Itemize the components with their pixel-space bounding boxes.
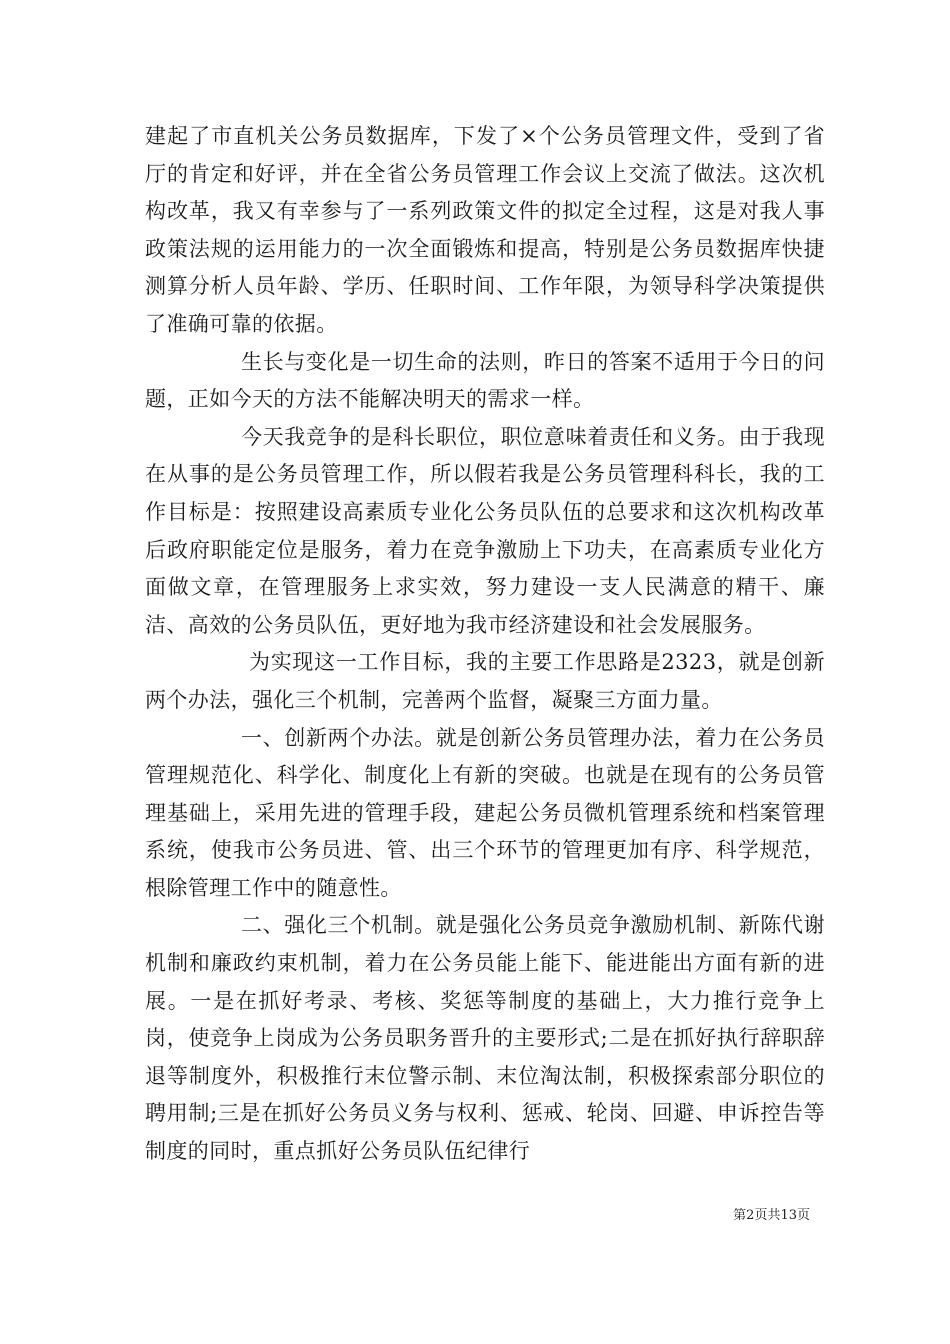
paragraph-achievements: 建起了市直机关公务员数据库，下发了×个公务员管理文件，受到了省厅的肯定和好评，并在全省公务员管理工作会议上交流了做法。这次机构改革，我又有幸参与了一系列政策文件的拟定全过程，这是对我人事政策法规的运用能力的一次全面锻炼和提高，特别是公务员数据库快捷测算分析人员年龄、学历、任职时间、工作年限，为领导科学决策提供了准确可靠的依据。 xyxy=(145,124,825,336)
paragraph-innovate-methods: 一、创新两个办法。就是创新公务员管理办法，着力在公务员管理规范化、科学化、制度化上有新的突破。也就是在现有的公务员管理基础上，采用先进的管理手段，建起公务员微机管理系统和档案管理系统，使我市公务员进、管、出三个环节的管理更加有序、科学规范，根除管理工作中的随意性。 xyxy=(145,725,825,900)
paragraph-growth-and-change: 生长与变化是一切生命的法则，昨日的答案不适用于今日的问题，正如今天的方法不能解决明天的需求一样。 xyxy=(145,349,825,412)
paragraph-work-goal: 今天我竞争的是科长职位，职位意味着责任和义务。由于我现在从事的是公务员管理工作，所以假若我是公务员管理科科长，我的工作目标是：按照建设高素质专业化公务员队伍的总要求和这次机构改革后政府职能定位是服务，着力在竞争激励上下功夫，在高素质专业化方面做文章，在管理服务上求实效，努力建设一支人民满意的精干、廉洁、高效的公务员队伍，更好地为我市经济建设和社会发展服务。 xyxy=(145,424,825,637)
page-number: 第2页共13页 xyxy=(733,1208,810,1223)
paragraph-work-approach: 为实现这一工作目标，我的主要工作思路是2323，就是创新两个办法，强化三个机制，完善两个监督，凝聚三方面力量。 xyxy=(145,650,825,712)
paragraph-strengthen-mechanisms: 二、强化三个机制。就是强化公务员竞争激励机制、新陈代谢机制和廉政约束机制，着力在公务员能上能下、能进能出方面有新的进展。一是在抓好考录、考核、奖惩等制度的基础上，大力推行竞争上岗，使竞争上岗成为公务员职务晋升的主要形式;二是在抓好执行辞职辞退等制度外，积极推行末位警示制、末位淘汰制，积极探索部分职位的聘用制;三是在抓好公务员义务与权利、惩戒、轮岗、回避、申诉控告等制度的同时，重点抓好公务员队伍纪律行 xyxy=(145,913,825,1164)
document-body xyxy=(145,118,825,1171)
